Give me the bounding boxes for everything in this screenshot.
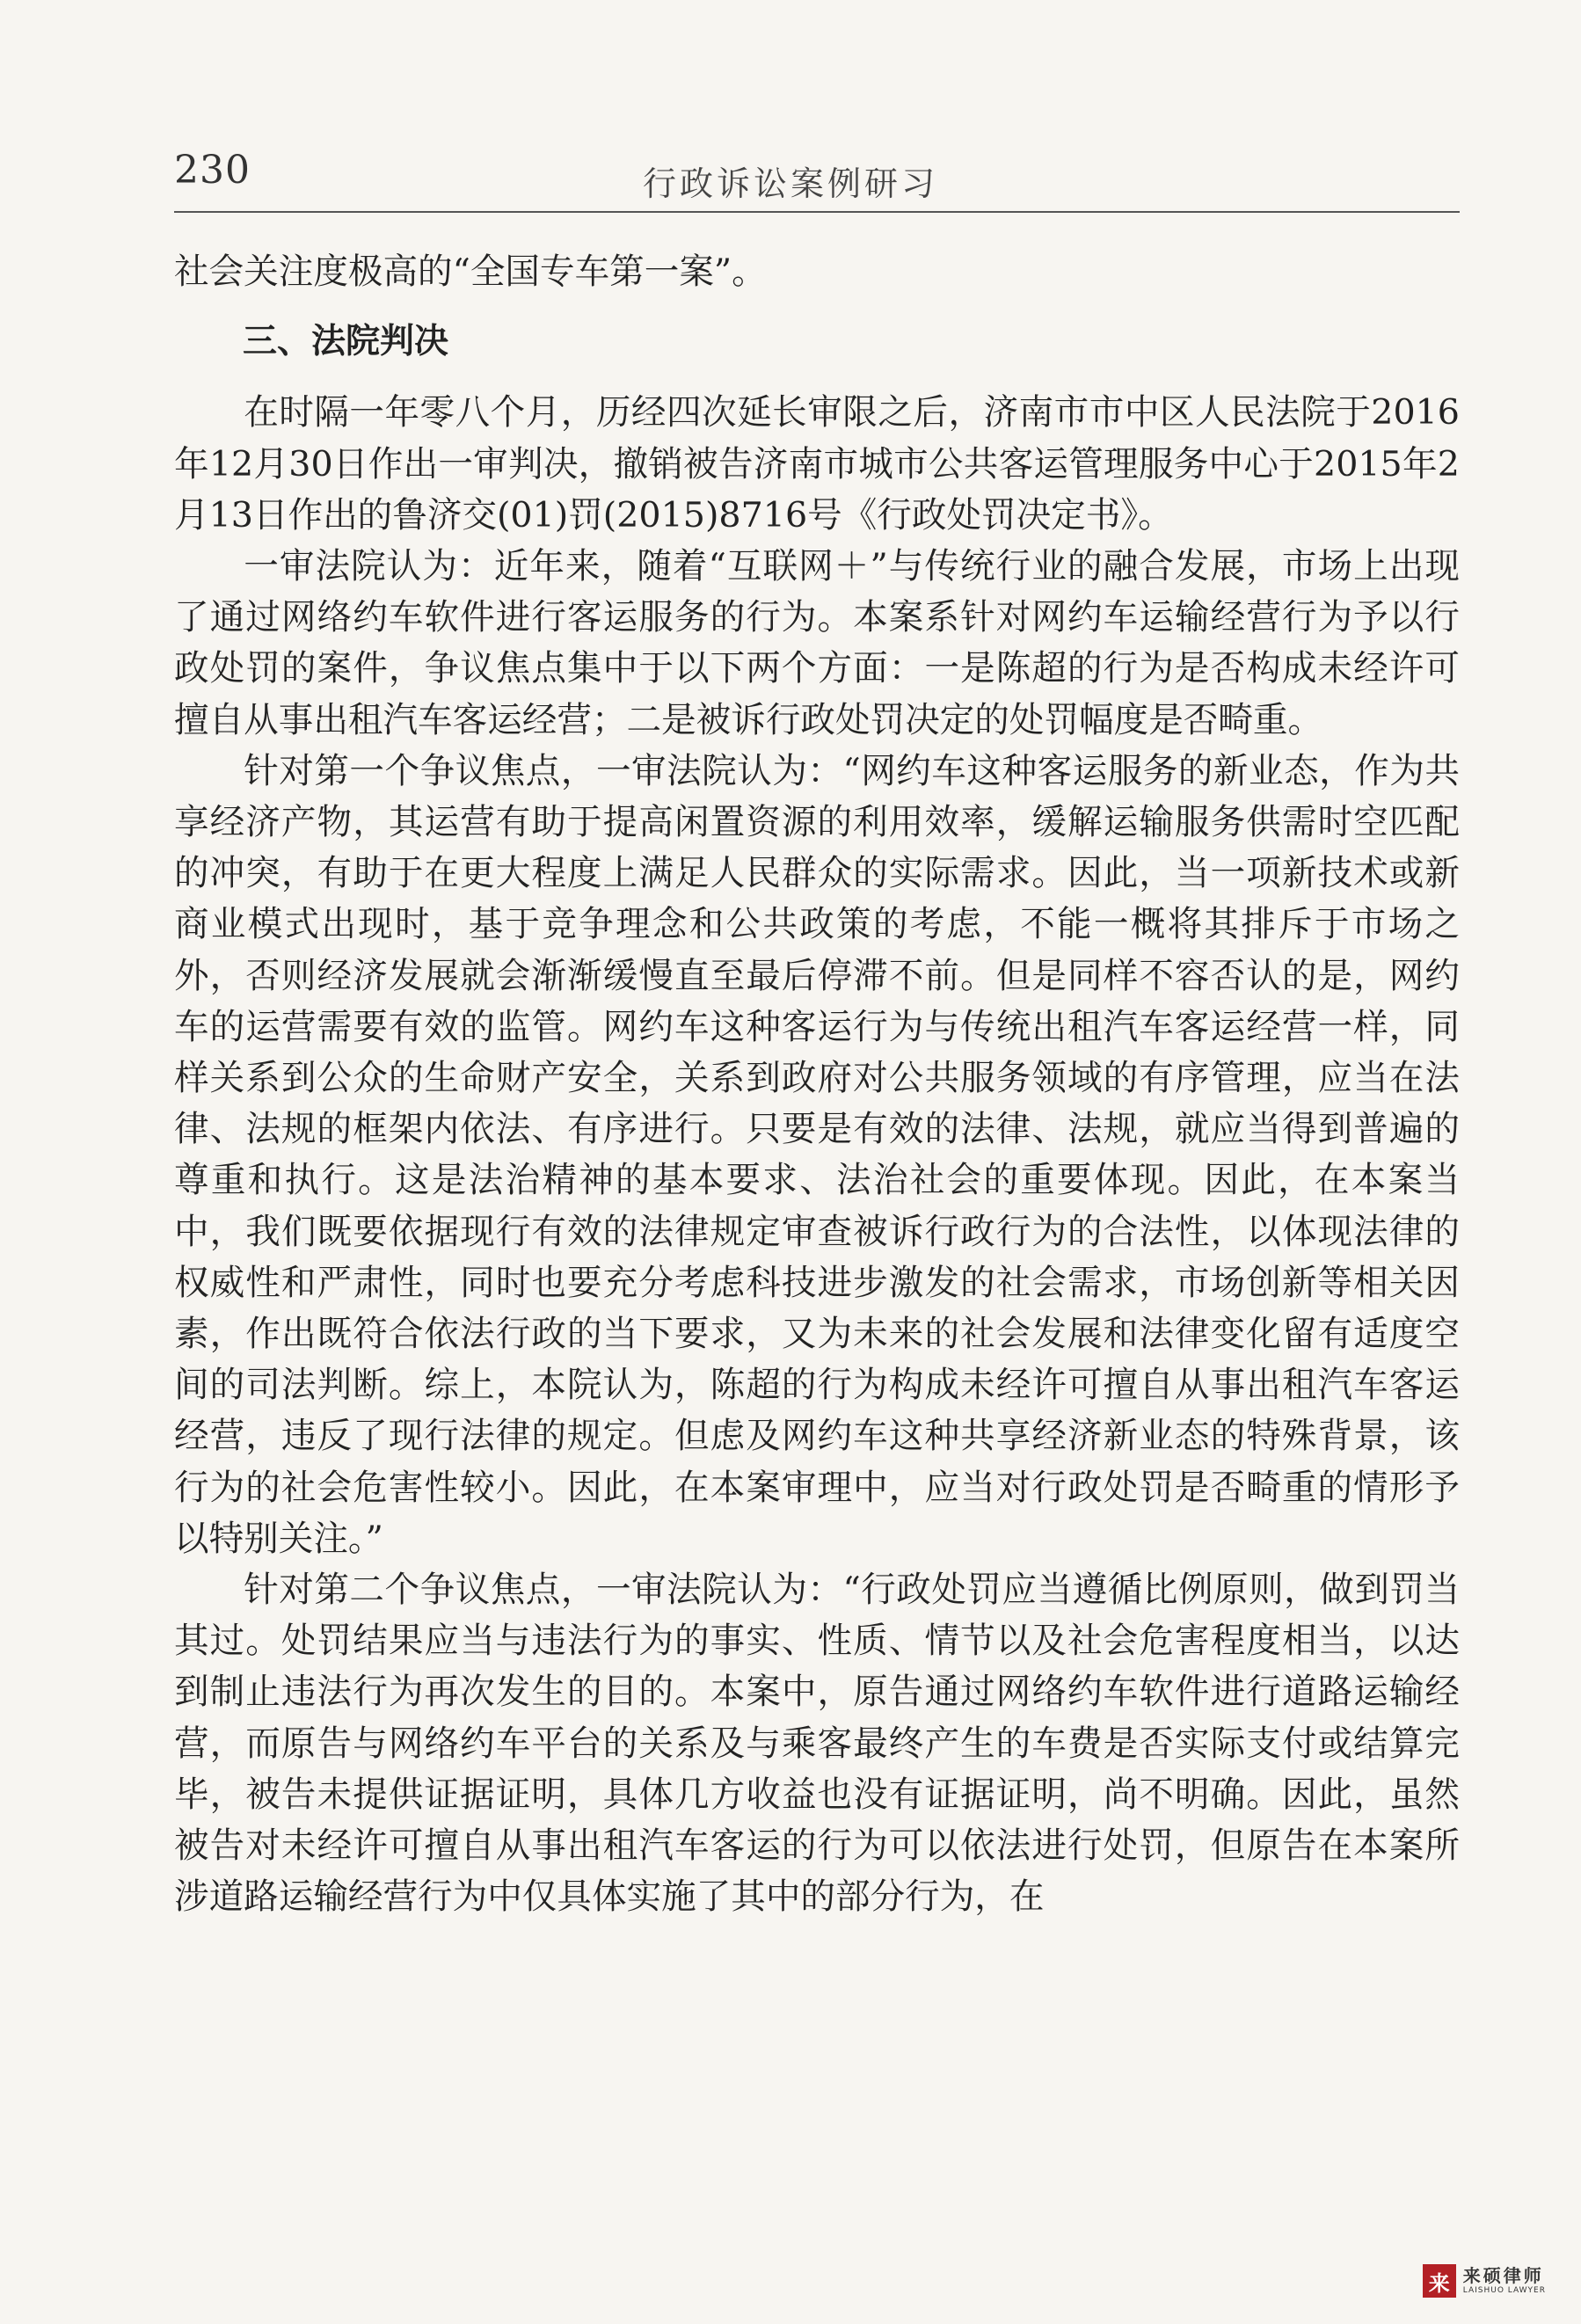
header-divider — [174, 211, 1460, 213]
section-heading: 三、法院判决 — [243, 322, 449, 362]
watermark-name-cn: 来硕律师 — [1462, 2265, 1544, 2286]
running-title: 行政诉讼案例研习 — [642, 164, 938, 203]
body-paragraph: 针对第二个争议焦点，一审法院认为：“行政处罚应当遵循比例原则，做到罚当其过。处罚结果应当与违法行为的事实、性质、情节以及社会危害程度相当，以达到制止违法行为再次发生的目的。本案中，原告通过网络约车软件进行道路运输经营，而原告与网络约车平台的关系及与乘客最终产生的车费是否实际支付或结算完毕，被告未提供证据证明，具体几方收益也没有证据证明，尚不明确。因此，虽然被告对未经许可擅自从事出租汽车客运的行为可以依法进行处罚，但原告在本案所涉道路运输经营行为中仅具体实施了其中的部分行为，在 — [174, 1570, 1460, 1918]
watermark-name-en: LAISHUO LAWYER — [1462, 2286, 1546, 2295]
page-body — [174, 246, 1460, 1923]
continuation-paragraph: 社会关注度极高的“全国专车第一案”。 — [174, 251, 767, 292]
body-paragraph: 针对第一个争议焦点，一审法院认为：“网约车这种客运服务的新业态，作为共享经济产物，其运营有助于提高闲置资源的利用效率，缓解运输服务供需时空匹配的冲突，有助于在更大程度上满足人民群众的实际需求。因此，当一项新技术或新商业模式出现时，基于竞争理念和公共政策的考虑，不能一概将其排斥于市场之外，否则经济发展就会渐渐缓慢直至最后停滞不前。但是同样不容否认的是，网约车的运营需要有效的监管。网约车这种客运行为与传统出租汽车客运经营一样，同样关系到公众的生命财产安全，关系到政府对公共服务领域的有序管理，应当在法律、法规的框架内依法、有序进行。只要是有效的法律、法规，就应当得到普遍的尊重和执行。这是法治精神的基本要求、法治社会的重要体现。因此，在本案当中，我们既要依据现行有效的法律规定审查被诉行政行为的合法性，以体现法律的权威性和严肃性，同时也要充分考虑科技进步激发的社会需求，市场创新等相关因素，作出既符合依法行政的当下要求，又为未来的社会发展和法律变化留有适度空间的司法判断。综上，本院认为，陈超的行为构成未经许可擅自从事出租汽车客运经营，违反了现行法律的规定。但虑及网约车这种共享经济新业态的特殊背景，该行为的社会危害性较小。因此，在本案审理中，应当对行政处罚是否畸重的情形予以特别关注。” — [174, 750, 1460, 1559]
page-number: 230 — [174, 148, 251, 193]
watermark-text — [1463, 2267, 1546, 2295]
body-paragraph: 在时隔一年零八个月，历经四次延长审限之后，济南市市中区人民法院于2016年12月30日作出一审判决，撤销被告济南市城市公共客运管理服务中心于2015年2月13日作出的鲁济交(01)罚(2015)8716号《行政处罚决定书》。 — [174, 392, 1460, 535]
watermark — [1423, 2264, 1546, 2298]
watermark-logo: 来 — [1423, 2264, 1456, 2298]
body-paragraph: 一审法院认为：近年来，随着“互联网＋”与传统行业的融合发展，市场上出现了通过网络约车软件进行客运服务的行为。本案系针对网约车运输经营行为予以行政处罚的案件，争议焦点集中于以下两个方面：一是陈超的行为是否构成未经许可擅自从事出租汽车客运经营；二是被诉行政处罚决定的处罚幅度是否畸重。 — [174, 546, 1460, 740]
